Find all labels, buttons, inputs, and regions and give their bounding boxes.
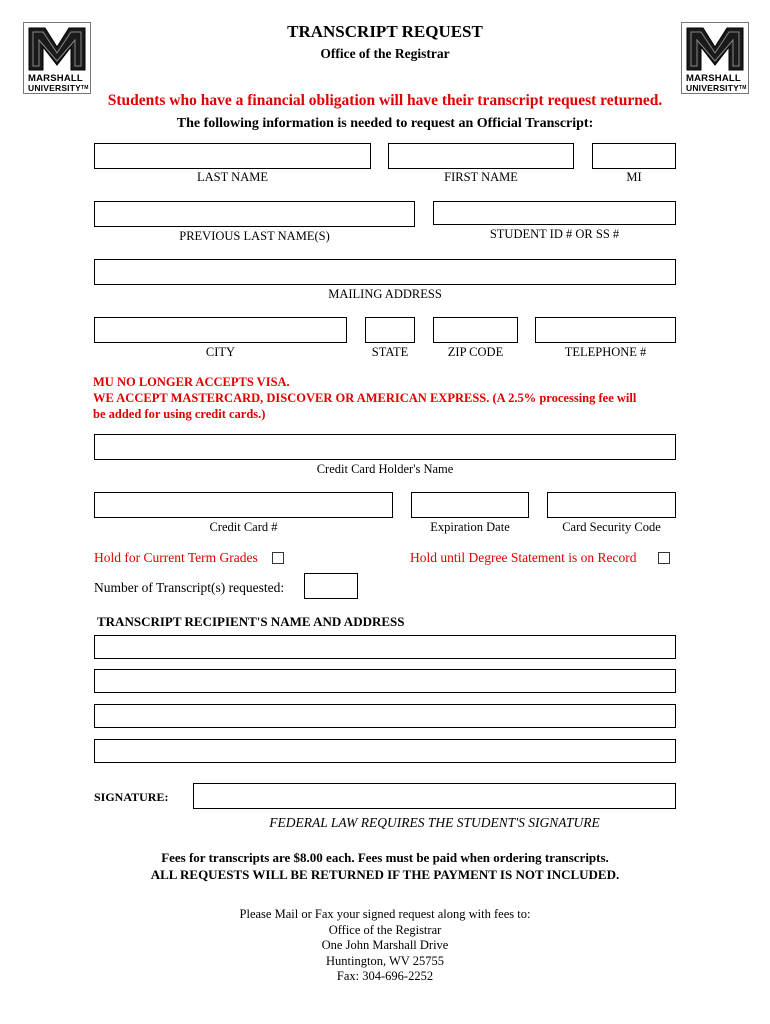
hold-degree-statement-label: Hold until Degree Statement is on Record — [410, 550, 637, 565]
credit-card-number-input[interactable] — [94, 492, 393, 518]
expiration-date-input[interactable] — [411, 492, 529, 518]
logo-text-marshall: MARSHALL — [28, 73, 83, 84]
card-holder-name-input[interactable] — [94, 434, 676, 460]
recipient-line-1-input[interactable] — [94, 635, 676, 659]
hold-current-term-checkbox[interactable] — [272, 552, 284, 564]
logo-text-marshall: MARSHALL — [686, 73, 741, 84]
recipient-line-3-input[interactable] — [94, 704, 676, 728]
signature-input[interactable] — [193, 783, 676, 809]
card-security-code-label: Card Security Code — [562, 520, 661, 534]
recipient-line-4-input[interactable] — [94, 739, 676, 763]
mailing-info-line4: Huntington, WV 25755 — [326, 953, 444, 968]
intro-text: The following information is needed to request an Official Transcript: — [176, 116, 594, 131]
city-input[interactable] — [94, 317, 347, 343]
student-id-input[interactable] — [433, 201, 676, 225]
mailing-info-line1: Please Mail or Fax your signed request along with fees to: — [239, 907, 531, 921]
mi-label: MI — [626, 170, 642, 184]
financial-obligation-notice: Students who have a financial obligation will have their transcript request returned. — [107, 92, 663, 109]
payment-notice — [93, 374, 636, 422]
state-input[interactable] — [365, 317, 415, 343]
payment-notice-line3: be added for using credit cards.) — [93, 407, 266, 421]
mailing-info-line3: One John Marshall Drive — [321, 938, 449, 952]
recipient-heading: TRANSCRIPT RECIPIENT'S NAME AND ADDRESS — [97, 614, 405, 629]
recipient-line-2-input[interactable] — [94, 669, 676, 693]
expiration-date-label: Expiration Date — [430, 520, 510, 534]
state-label: STATE — [371, 345, 409, 359]
previous-last-name-input[interactable] — [94, 201, 415, 227]
card-holder-name-label: Credit Card Holder's Name — [316, 462, 454, 476]
zip-code-label: ZIP CODE — [447, 345, 504, 359]
signature-law-note: FEDERAL LAW REQUIRES THE STUDENT'S SIGNATURE — [269, 815, 600, 830]
hold-current-term-label: Hold for Current Term Grades — [94, 550, 258, 565]
logo-text-university: UNIVERSITY™ — [28, 83, 89, 93]
hold-degree-statement-checkbox[interactable] — [658, 552, 670, 564]
page-title: TRANSCRIPT REQUEST — [287, 22, 483, 41]
fees-line2: ALL REQUESTS WILL BE RETURNED IF THE PAYMENT IS NOT INCLUDED. — [150, 867, 620, 882]
mi-input[interactable] — [592, 143, 676, 169]
credit-card-number-label: Credit Card # — [209, 520, 278, 534]
payment-notice-line1: MU NO LONGER ACCEPTS VISA. — [93, 375, 290, 389]
first-name-input[interactable] — [388, 143, 574, 169]
mailing-address-input[interactable] — [94, 259, 676, 285]
mailing-info-line2: Office of the Registrar — [328, 922, 442, 937]
logo-text-university: UNIVERSITY™ — [686, 83, 747, 93]
first-name-label: FIRST NAME — [444, 170, 518, 184]
zip-code-input[interactable] — [433, 317, 518, 343]
telephone-label: TELEPHONE # — [564, 345, 647, 359]
signature-label: SIGNATURE: — [94, 790, 169, 804]
student-id-label: STUDENT ID # OR SS # — [489, 227, 620, 241]
telephone-input[interactable] — [535, 317, 676, 343]
previous-last-name-label: PREVIOUS LAST NAME(S) — [179, 229, 330, 243]
last-name-label: LAST NAME — [197, 170, 268, 184]
mailing-address-label: MAILING ADDRESS — [328, 287, 442, 301]
last-name-input[interactable] — [94, 143, 371, 169]
payment-notice-line2: WE ACCEPT MASTERCARD, DISCOVER OR AMERICAN EXPRESS. (A 2.5% processing fee will — [93, 391, 637, 405]
num-transcripts-input[interactable] — [304, 573, 358, 599]
mailing-info — [0, 907, 770, 985]
card-security-code-input[interactable] — [547, 492, 676, 518]
page-subtitle: Office of the Registrar — [320, 46, 450, 61]
num-transcripts-label: Number of Transcript(s) requested: — [94, 580, 285, 595]
fees-line1: Fees for transcripts are $8.00 each. Fees must be paid when ordering transcripts. — [161, 850, 609, 865]
mailing-info-line5: Fax: 304-696-2252 — [336, 969, 434, 983]
city-label: CITY — [205, 345, 236, 359]
